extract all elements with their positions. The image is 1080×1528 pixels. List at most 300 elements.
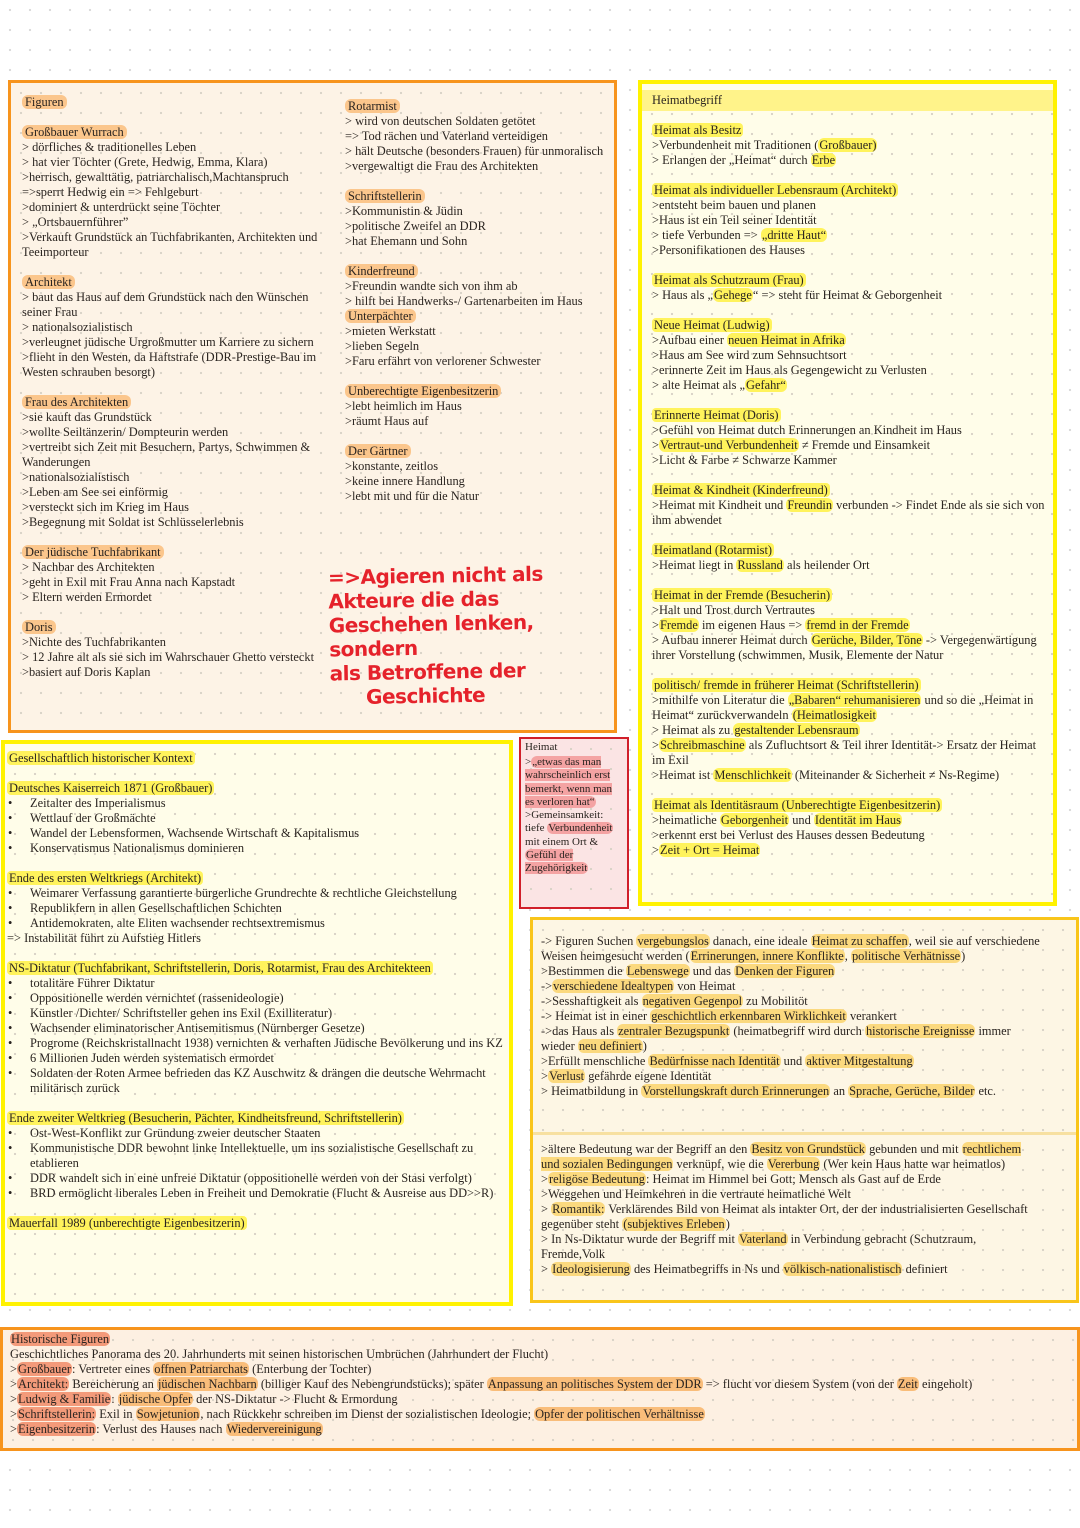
text-segment: Geschichtliches Panorama des 20. Jahrhunderts mit seinen historischen Umbrüchen (Jahrhundert der Flucht): [10, 1347, 549, 1361]
spacer: [652, 783, 1048, 798]
text-line: [22, 230, 322, 260]
bullet-icon: •: [8, 901, 13, 915]
bullet-item: [7, 826, 507, 841]
text-segment: >Kommunistin & Jüdin: [345, 204, 463, 218]
text-segment: >Halt und Trost durch Vertrautes: [652, 603, 816, 617]
text-line: [22, 155, 322, 170]
text-segment: von Heimat: [674, 979, 736, 993]
section-heading: [345, 384, 613, 399]
highlighted-text: Anpassung an politisches System der DDR: [487, 1377, 702, 1391]
section-title: NS-Diktatur (Tuchfabrikant, Schriftstellerin, Doris, Rotarmist, Frau des Architekteen: [9, 961, 431, 975]
text-segment: und das: [689, 964, 735, 978]
text-line: [525, 741, 623, 756]
annotation-line: als Betroffene der: [329, 658, 526, 686]
section-heading: [652, 123, 1048, 138]
text-segment: : Heimat im Himmel bei Gott; Mensch als Gast auf de Erde: [646, 1172, 941, 1186]
heimatbegriff-card: [638, 80, 1057, 906]
text-segment: >: [541, 1262, 552, 1276]
spacer: [652, 468, 1048, 483]
section-heading: [345, 309, 613, 324]
highlighted-text: aktiver Mitgestaltung: [806, 1054, 913, 1068]
text-segment: (billiger Kauf des Nebengrundstücks); später: [257, 1377, 487, 1391]
highlighted-text: Gefühl der Zugehörigkeit: [525, 849, 588, 875]
section-heading: [7, 781, 507, 796]
text-line: [541, 1187, 1041, 1202]
bullet-text: Antidemokraten, alte Eliten wachsender rechtsextremismus: [30, 916, 325, 930]
text-segment: >erinnerte Zeit im Haus als Gegengewicht zu Verlusten: [652, 363, 927, 377]
section-heading: [652, 273, 1048, 288]
highlighted-text: Fremde: [660, 618, 698, 632]
text-line: [10, 1362, 1070, 1377]
section-heading: [345, 99, 613, 114]
bullet-icon: •: [8, 1171, 13, 1185]
text-line: [22, 200, 322, 215]
text-line: [541, 979, 1041, 994]
section-heading: [652, 543, 1048, 558]
text-segment: >nationalsozialistisch: [22, 470, 130, 484]
text-segment: als heilender Ort: [783, 558, 870, 572]
spacer: [7, 1201, 507, 1216]
text-line: [525, 756, 623, 809]
highlighted-text: Freundin: [787, 498, 833, 512]
text-segment: >politische Zweifel an DDR: [345, 219, 486, 233]
highlighted-text: offnen Patriarchats: [154, 1362, 248, 1376]
text-line: [652, 198, 1048, 213]
text-segment: (Wer kein Haus hatte war heimatlos): [820, 1157, 1006, 1171]
text-line: [541, 1262, 1041, 1277]
context-title-text: Gesellschaftlich historischer Kontext: [9, 751, 193, 765]
text-line: [22, 320, 322, 335]
historical-context-card: [1, 740, 513, 1306]
text-line: [652, 633, 1048, 663]
spacer: [7, 946, 507, 961]
spacer: [22, 260, 322, 275]
text-line: [652, 603, 1048, 618]
spacer: [652, 258, 1048, 273]
text-segment: : Vertreter eines: [71, 1362, 154, 1376]
bullet-text: Wandel der Lebensformen, Wachsende Wirtschaft & Kapitalismus: [30, 826, 360, 840]
highlighted-text: Sowjetunion: [136, 1407, 200, 1421]
text-segment: > Haus als „: [652, 288, 714, 302]
text-segment: >basiert auf Doris Kaplan: [22, 665, 151, 679]
spacer: [7, 1096, 507, 1111]
text-segment: >wollte Seiltänzerin/ Dompteurin werden: [22, 425, 229, 439]
bullet-text: Oppositionelle werden vernichtet (rassenideologie): [30, 991, 284, 1005]
text-segment: (Enterbung der Tochter): [249, 1362, 372, 1376]
section-heading: [652, 408, 1048, 423]
text-line: [652, 423, 1048, 438]
text-line: [10, 1407, 1070, 1422]
highlighted-text: (subjektives Erleben: [623, 1217, 725, 1231]
spacer: [652, 393, 1048, 408]
section-title: Der Gärtner: [345, 444, 411, 458]
section-title: Heimat als Identitäsraum (Unberechtigte Eigenbesitzerin): [654, 798, 941, 812]
bullet-icon: •: [8, 826, 13, 840]
text-line: [541, 1172, 1041, 1187]
text-segment: => flucht vor diesem System (von der: [702, 1377, 897, 1391]
text-line: [10, 1422, 1070, 1437]
highlighted-text: Gehege: [714, 288, 752, 302]
text-segment: > Eltern werden Ermordet: [22, 590, 152, 604]
text-line: [22, 350, 322, 380]
text-segment: etc.: [975, 1084, 996, 1098]
highlighted-text: „dritte Haut“: [761, 228, 827, 242]
text-segment: >: [541, 1069, 548, 1083]
text-segment: :: [111, 1392, 118, 1406]
highlighted-text: Russland: [737, 558, 783, 572]
text-segment: > dörfliches & traditionelles Leben: [22, 140, 197, 154]
section-heading: [652, 588, 1048, 603]
text-segment: -> Heimat ist in einer: [541, 1009, 651, 1023]
text-segment: >Bestimmen die: [541, 964, 626, 978]
highlighted-text: negativen Gegenpol: [642, 994, 743, 1008]
text-segment: >vertreibt sich Zeit mit Besuchern, Partys, Schwimmen & Wanderungen: [22, 440, 311, 469]
bullet-item: [7, 1066, 507, 1096]
text-segment: >: [652, 843, 659, 857]
bullet-item: [7, 1141, 507, 1171]
text-line: [652, 378, 1048, 393]
text-segment: > alte Heimat als „: [652, 378, 745, 392]
highlighted-text: völkisch-nationalistisch: [783, 1262, 902, 1276]
text-line: [652, 363, 1048, 378]
text-line: [541, 1232, 1041, 1262]
text-line: [345, 414, 613, 429]
spacer: [22, 605, 322, 620]
text-line: [345, 279, 613, 294]
text-line: [22, 335, 322, 350]
text-segment: >: [652, 738, 659, 752]
text-segment: >Weggehen und Heimkehren in die vertraute heimatliche Welt: [541, 1187, 851, 1201]
section-heading: [7, 1111, 507, 1126]
text-segment: >mieten Werkstatt: [345, 324, 436, 338]
section-heading: [7, 871, 507, 886]
section-heading: [22, 545, 322, 560]
spacer: [22, 530, 322, 545]
text-line: [652, 738, 1048, 768]
text-segment: >keine innere Handlung: [345, 474, 465, 488]
highlighted-text: Vorstellungskraft durch Erinnerungen: [642, 1084, 830, 1098]
text-line: [345, 489, 613, 504]
section-heading: [652, 183, 1048, 198]
text-segment: > Nachbar des Architekten: [22, 560, 155, 574]
bullet-icon: •: [8, 886, 13, 900]
bullet-item: [7, 841, 507, 856]
highlighted-text: Ideologisierung: [552, 1262, 630, 1276]
text-segment: > Heimatbildung in: [541, 1084, 642, 1098]
bullet-item: [7, 1186, 507, 1201]
text-line: [652, 693, 1048, 723]
text-segment: >: [525, 756, 532, 768]
text-line: [22, 575, 322, 590]
text-segment: =>sperrt Hedwig ein => Fehlgeburt: [22, 185, 199, 199]
text-segment: >versteckt sich im Krieg im Haus: [22, 500, 189, 514]
text-line: [652, 618, 1048, 633]
bullet-item: [7, 1006, 507, 1021]
text-line: [541, 1024, 1041, 1054]
section-heading: [345, 189, 613, 204]
heimat-definition-body: [525, 741, 623, 876]
highlighted-text: neu definiert: [578, 1039, 642, 1053]
text-line: [541, 1054, 1041, 1069]
highlighted-text: Menschlichkeit: [714, 768, 791, 782]
text-line: [345, 114, 613, 129]
text-line: [345, 459, 613, 474]
section-title: Heimatland (Rotarmist): [654, 543, 773, 557]
text-segment: >ältere Bedeutung war der Begriff an den: [541, 1142, 751, 1156]
bullet-icon: •: [8, 916, 13, 930]
text-line: [10, 1392, 1070, 1407]
bullet-text: Progrome (Reichskristallnacht 1938) vernichten & verhaften Jüdische Bevölkerung und ins KZ: [30, 1036, 503, 1050]
highlighted-text: Geborgenheit: [720, 813, 789, 827]
highlighted-text: jüdischen Nachbarn: [157, 1377, 257, 1391]
highlighted-text: Vertraut-und Verbundenheit: [660, 438, 798, 452]
text-segment: > tiefe Verbunden =>: [652, 228, 761, 242]
text-segment: >heimatliche: [652, 813, 720, 827]
text-line: [10, 1377, 1070, 1392]
section-heading: [652, 678, 1048, 693]
text-line: [652, 243, 1048, 258]
text-segment: >räumt Haus auf: [345, 414, 429, 428]
highlighted-text: Eigenbesitzerin: [18, 1422, 96, 1436]
text-segment: eingeholt): [918, 1377, 973, 1391]
bullet-item: [7, 1171, 507, 1186]
text-line: [345, 354, 613, 369]
text-segment: >Licht & Farbe ≠ Schwarze Kammer: [652, 453, 837, 467]
highlighted-text: Wiedervereinigung: [226, 1422, 322, 1436]
annotation-line: Geschichte: [365, 682, 486, 709]
text-segment: >konstante, zeitlos: [345, 459, 439, 473]
text-line: [22, 635, 322, 650]
highlighted-text: Verlust: [549, 1069, 585, 1083]
text-segment: > wird von deutschen Soldaten getötet: [345, 114, 536, 128]
text-segment: > hat vier Töchter (Grete, Hedwig, Emma, Klara): [22, 155, 268, 169]
historische-figuren-body: [10, 1332, 1070, 1437]
highlighted-text: Vaterland: [739, 1232, 787, 1246]
text-segment: >Heimat ist: [652, 768, 714, 782]
highlighted-text: Heimat zu schaffen: [811, 934, 908, 948]
text-line: [652, 438, 1048, 453]
highlighted-text: Gerüche, Bilder, Töne: [811, 633, 922, 647]
text-line: [345, 234, 613, 249]
highlighted-text: Großbauer): [819, 138, 877, 152]
text-line: [541, 1202, 1041, 1232]
text-segment: >: [10, 1362, 17, 1376]
bullet-text: BRD ermöglicht liberales Leben in Freiheit und Demokratie (Flucht & Ausreise aus DD>>R): [30, 1186, 494, 1200]
handwritten-annotation: [328, 561, 614, 710]
text-line: [22, 470, 322, 485]
highlighted-text: historische Ereignisse: [865, 1024, 975, 1038]
bullet-text: Weimarer Verfassung garantierte bürgerliche Grundrechte & rechtliche Gleichstellung: [30, 886, 457, 900]
highlighted-text: gestaltender Lebensraum: [734, 723, 859, 737]
text-line: [22, 425, 322, 440]
highlighted-text: Identität im Haus: [814, 813, 901, 827]
text-segment: >Faru erfährt von verlorener Schwester: [345, 354, 541, 368]
text-line: [22, 560, 322, 575]
text-segment: >Gefühl von Heimat dutch Erinnerungen an Kindheit im Haus: [652, 423, 962, 437]
highlighted-text: Errinerungen, innere Konflikte: [690, 949, 844, 963]
text-line: [345, 324, 613, 339]
figuren-left-column: [22, 95, 322, 680]
text-segment: > 12 Jahre alt als sie sich im Wahrschauer Ghetto versteckt: [22, 650, 315, 664]
text-segment: >lebt mit und für die Natur: [345, 489, 479, 503]
text-segment: danach, eine ideale: [709, 934, 811, 948]
text-line: [652, 828, 1048, 843]
text-segment: >verleugnet jüdische Urgroßmutter um Karriere zu sichern: [22, 335, 314, 349]
highlighted-text: Vererbung: [767, 1157, 820, 1171]
text-segment: >Erfüllt menschliche: [541, 1054, 649, 1068]
bullet-item: [7, 916, 507, 931]
section-title: Deutsches Kaiserreich 1871 (Großbauer): [9, 781, 213, 795]
bullet-text: DDR wandelt sich in eine unfreie Diktatur (oppositionelle werden von der Stasi verfolgt): [30, 1171, 472, 1185]
conclusion-line: => Instabilität führt zu Aufstieg Hitlers: [7, 931, 201, 945]
context-title: [7, 751, 507, 766]
bullet-icon: •: [8, 1186, 13, 1200]
text-line: [22, 650, 322, 665]
text-line: [22, 170, 322, 185]
highlighted-text: Lebenswege: [626, 964, 689, 978]
section-title: Ende des ersten Weltkriegs (Architekt): [9, 871, 202, 885]
section-title: Schriftstellerin: [345, 189, 425, 203]
heimatbegriff-title: Heimatbegriff: [652, 93, 722, 107]
spacer: [652, 663, 1048, 678]
bullet-item: [7, 976, 507, 991]
bullet-item: [7, 811, 507, 826]
text-segment: > „Ortsbauernführer”: [22, 215, 129, 229]
bullet-icon: •: [8, 1006, 13, 1020]
text-segment: >: [541, 1172, 548, 1186]
text-line: [345, 339, 613, 354]
text-line: [22, 590, 322, 605]
text-segment: und so die „Heimat in Heimat“ zurückverwandeln: [652, 693, 1034, 722]
text-segment: >hat Ehemann und Sohn: [345, 234, 468, 248]
text-segment: >vergewaltigt die Frau des Architekten: [345, 159, 539, 173]
text-line: [541, 994, 1041, 1009]
bullet-icon: •: [8, 1036, 13, 1050]
bullet-icon: •: [8, 1141, 13, 1155]
historische-figuren-card: [0, 1327, 1080, 1451]
text-segment: >Haus am See wird zum Sehnsuchtsort: [652, 348, 847, 362]
highlighted-text: Opfer der politischen Verhältnisse: [535, 1407, 704, 1421]
section-heading: [345, 444, 613, 459]
section-title: Architekt: [22, 275, 75, 289]
bullet-text: totalitäre Führer Diktatur: [30, 976, 155, 990]
text-line: [22, 440, 322, 470]
highlighted-text: Zeit + Ort = Heimat: [660, 843, 760, 857]
text-line: [541, 1009, 1041, 1024]
highlighted-text: zentraler Bezugspunkt: [618, 1024, 730, 1038]
text-segment: >Verkauft Grundstück an Tuchfabrikanten, Architekten und Teeimporteur: [22, 230, 318, 259]
section-title: Erinnerte Heimat (Doris): [654, 408, 779, 422]
text-segment: > Erlangen der „Heimat“ durch: [652, 153, 811, 167]
text-segment: >sie kauft das Grundstück: [22, 410, 152, 424]
text-line: [652, 558, 1048, 573]
historical-context-body: [7, 751, 507, 1231]
section-title: Kinderfreund: [345, 264, 418, 278]
text-segment: -> Vergegenwärtigung ihrer Vorstellung (schwimmen, Musik, Elemente der Natur: [652, 633, 1037, 662]
highlighted-text: geschichtlich erkennbaren Wirklichkeit: [651, 1009, 846, 1023]
text-line: [652, 813, 1048, 828]
highlighted-text: Zeit: [897, 1377, 918, 1391]
section-title: Heimat & Kindheit (Kinderfreund): [654, 483, 828, 497]
section-heading: [7, 1216, 507, 1231]
section-heading: [652, 318, 1048, 333]
text-line: [652, 138, 1048, 153]
text-segment: >: [10, 1422, 17, 1436]
text-segment: ->: [541, 979, 553, 993]
bullet-icon: •: [8, 811, 13, 825]
bullet-text: Zeitalter des Imperialismus: [30, 796, 166, 810]
section-heading: [652, 798, 1048, 813]
text-line: [22, 185, 322, 200]
section-heading: [22, 395, 322, 410]
text-segment: > baut das Haus auf dem Grundstück nach den Wünschen seiner Frau: [22, 290, 309, 319]
annotation-line: =>Agieren nicht als: [327, 561, 543, 590]
text-segment: ): [725, 1217, 730, 1231]
text-line: [541, 1084, 1041, 1099]
text-segment: >geht in Exil mit Frau Anna nach Kapstadt: [22, 575, 236, 589]
spacer: [652, 528, 1048, 543]
text-segment: und: [789, 813, 814, 827]
bullet-icon: •: [8, 1021, 13, 1035]
text-segment: immer wieder: [541, 1024, 1011, 1053]
section-title: Der jüdische Tuchfabrikant: [22, 545, 164, 559]
section-title: Ende zweiter Weltkrieg (Besucherin, Pächter, Kindheitsfreund, Schriftstellerin): [9, 1111, 402, 1125]
text-segment: ->Sesshaftigkeit als: [541, 994, 642, 1008]
highlighted-text: jüdische Opfer: [118, 1392, 193, 1406]
text-segment: gebunden und mit: [865, 1142, 962, 1156]
section-title: Heimat als individueller Lebensraum (Architekt): [654, 183, 897, 197]
spacer: [22, 110, 322, 125]
bullet-text: Wachsender eliminatorischer Antisemitismus (Nürnberger Gesetze): [30, 1021, 365, 1035]
spacer: [345, 249, 613, 264]
text-line: [541, 964, 1041, 979]
spacer: [652, 168, 1048, 183]
text-line: [652, 768, 1048, 783]
text-segment: >entsteht beim bauen und planen: [652, 198, 816, 212]
text-segment: , weil sie auf verschiedene Weisen heimgesucht werden (: [541, 934, 1040, 963]
text-segment: : Verlust des Hauses nach: [96, 1422, 226, 1436]
historische-figuren-title: [10, 1332, 1070, 1347]
text-segment: >Aufbau einer: [652, 333, 728, 347]
heimat-definition-card: [519, 737, 629, 909]
text-segment: >mithilfe von Literatur die: [652, 693, 788, 707]
figuren-right-column: [345, 99, 613, 504]
text-segment: zu Mobilitöt: [743, 994, 808, 1008]
heimat-summary-card: [530, 917, 1079, 1303]
text-segment: >lebt heimlich im Haus: [345, 399, 462, 413]
text-segment: >Haus ist ein Teil seiner Identität: [652, 213, 817, 227]
bullet-text: Ost-West-Konflikt zur Gründung zweier deutscher Staaten: [30, 1126, 321, 1140]
text-segment: >Nichte des Tuchfabrikanten: [22, 635, 166, 649]
spacer: [345, 429, 613, 444]
highlighted-text: Schreibmaschine: [660, 738, 745, 752]
text-segment: (heimatbegriff wird durch: [730, 1024, 865, 1038]
section-title: Heimat als Besitz: [654, 123, 742, 137]
section-heading: [22, 275, 322, 290]
text-line: [10, 1347, 1070, 1362]
highlighted-text: Romantik:: [552, 1202, 605, 1216]
bullet-icon: •: [8, 991, 13, 1005]
bullet-item: [7, 991, 507, 1006]
text-segment: > hilft bei Handwerks-/ Gartenarbeiten im Haus: [345, 294, 583, 308]
text-line: [22, 140, 322, 155]
text-line: [652, 228, 1048, 243]
text-line: [541, 1069, 1041, 1084]
text-segment: der NS-Diktatur -> Flucht & Ermordung: [193, 1392, 398, 1406]
text-line: [22, 515, 322, 530]
text-line: [22, 485, 322, 500]
section-title: Doris: [22, 620, 56, 634]
